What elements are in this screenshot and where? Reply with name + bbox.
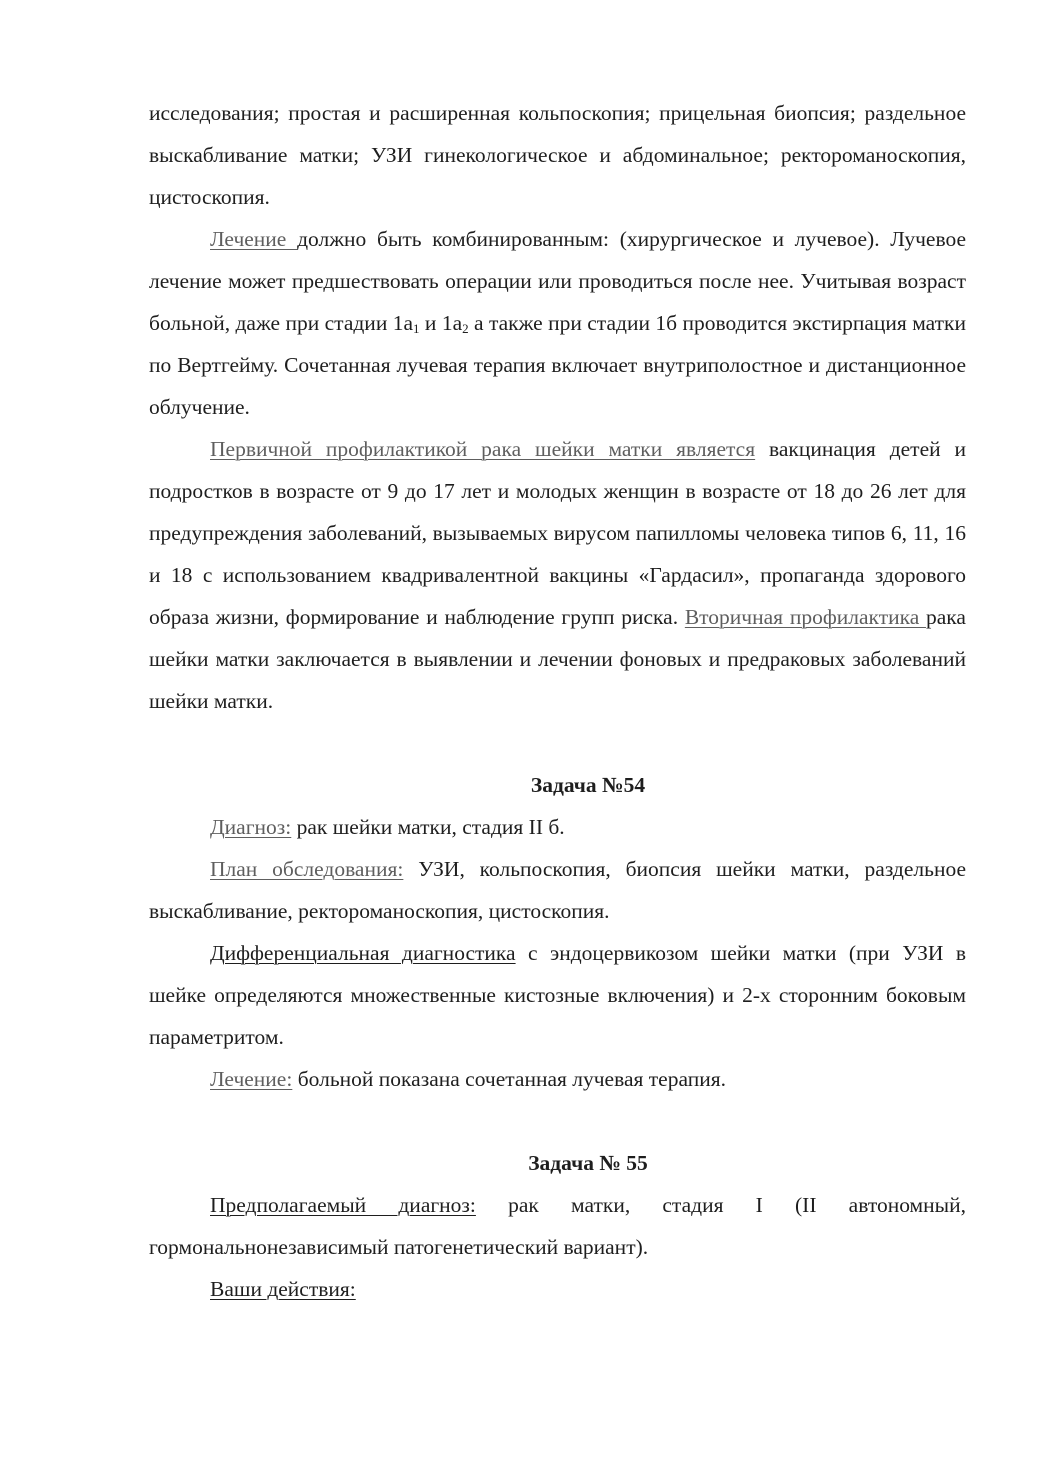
task-54-differential-text: с эндоцервикозом шейки матки (при УЗИ в шейке определяются множественные кистозные включения) и 2-х сторонним боковым параметритом. xyxy=(149,941,967,1049)
task-54-diagnosis-text: рак шейки матки, стадия II б. xyxy=(291,815,565,839)
task-54-plan xyxy=(149,848,966,932)
task-54-differential-label: Дифференциальная диагностика xyxy=(210,941,516,965)
task-54-heading: Задача №54 xyxy=(530,773,646,797)
secondary-prevention-text: рака шейки матки заключается в выявлении и лечении фоновых и предраковых заболеваний шейки матки. xyxy=(149,605,966,713)
spacer xyxy=(149,1100,966,1142)
task-54-treatment-text: больной показана сочетанная лучевая терапия. xyxy=(292,1067,727,1091)
treatment-text-part1: должно быть комбинированным: (хирургическое и лучевое). Лучевое лечение может предшествовать операции или проводиться после нее. Учитывая возраст больной, даже при стадии 1а xyxy=(149,227,966,335)
task-55-diagnosis-text: рак матки, стадия I (II автономный, гормональнонезависимый патогенетический вариант). xyxy=(149,1193,966,1259)
task-55-diagnosis-label: Предполагаемый диагноз: xyxy=(210,1193,476,1217)
primary-prevention-text: вакцинация детей и подростков в возрасте от 9 до 17 лет и молодых женщин в возрасте от 18 до 26 лет для предупреждения заболеваний, вызываемых вирусом папилломы человека типов 6, 11, 16 и 18 с использованием квадривалентной вакцины «Гардасил», пропаганда здорового образа жизни, формирование и наблюдение групп риска. xyxy=(149,437,966,629)
examination-methods-text: исследования; простая и расширенная кольпоскопия; прицельная биопсия; раздельное выскабливание матки; УЗИ гинекологическое и абдоминальное; ректороманоскопия, цистоскопия. xyxy=(149,101,966,209)
treatment-text-part2: и 1а xyxy=(419,311,463,335)
treatment-text-part3: а также при стадии 1б проводится экстирпация матки по Вертгейму. Сочетанная лучевая терапия включает внутриполостное и дистанционное облучение. xyxy=(149,311,966,419)
task-54-plan-text: УЗИ, кольпоскопия, биопсия шейки матки, раздельное выскабливание, ректороманоскопия, цистоскопия. xyxy=(149,857,967,923)
task-54-diagnosis-label: Диагноз: xyxy=(210,815,292,839)
paragraph-prevention xyxy=(149,428,966,722)
document-page xyxy=(149,92,966,1310)
paragraph-treatment xyxy=(149,218,966,428)
primary-prevention-label: Первичной профилактикой рака шейки матки является xyxy=(210,437,756,461)
task-54-plan-label: План обследования: xyxy=(210,857,404,881)
task-55-diagnosis xyxy=(149,1184,966,1268)
secondary-prevention-label: Вторичная профилактика xyxy=(684,605,927,629)
task-54-diagnosis xyxy=(149,806,966,848)
task-55-actions-label: Ваши действия: xyxy=(210,1277,356,1301)
treatment-label: Лечение xyxy=(210,227,298,251)
task-55-heading: Задача № 55 xyxy=(528,1151,648,1175)
task-55-actions xyxy=(149,1268,966,1310)
task-54-treatment xyxy=(149,1058,966,1100)
spacer xyxy=(149,722,966,764)
paragraph-examination-methods xyxy=(149,92,966,218)
task-54-differential xyxy=(149,932,966,1058)
subscript-2: 2 xyxy=(462,321,469,336)
task-54-treatment-label: Лечение: xyxy=(210,1067,293,1091)
subscript-1: 1 xyxy=(413,321,420,336)
